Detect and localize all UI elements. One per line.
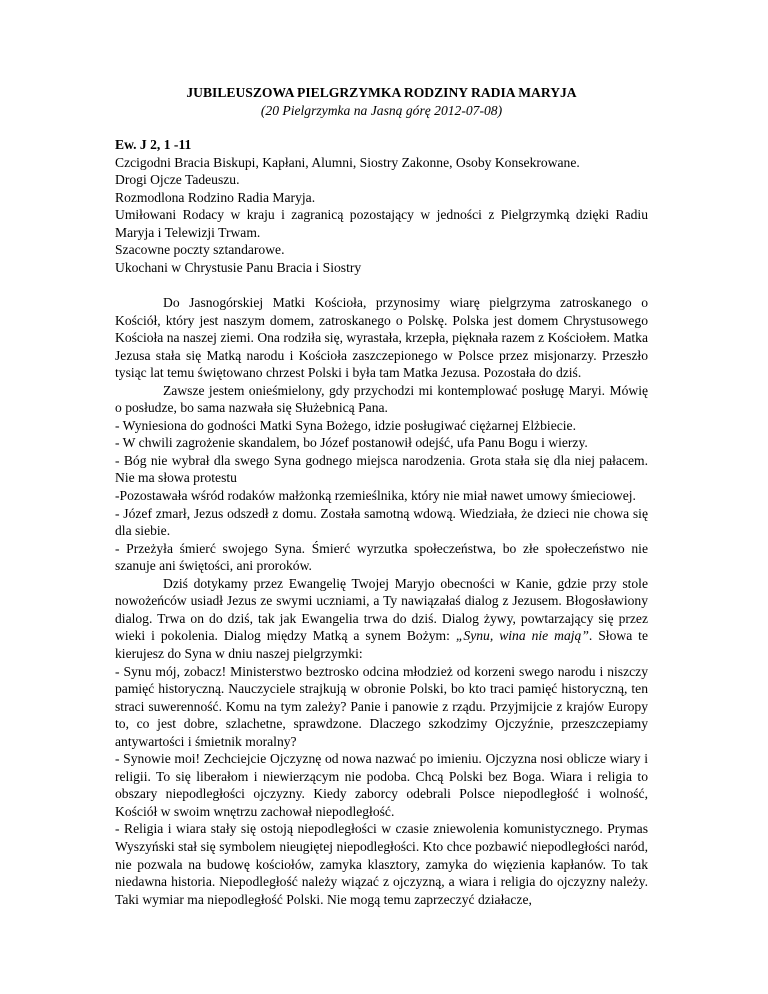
paragraph-cana-end: . Słowa te kierujesz do Syna w dniu naszej pielgrzymki: xyxy=(115,628,648,661)
gospel-reference: Ew. J 2, 1 -11 xyxy=(115,137,192,153)
speech-item: - Synowie moi! Zechciejcie Ojczyznę od nowa nazwać po imieniu. Ojczyzna nosi oblicze wiary i religii. To się liberałom i niewierzącym nie podoba. Chcą Polski bez Boga. Wiara i religia to obszary niepodległości ojczyzny. Kiedy zaborcy odebrali Polsce niepodległość i wolność, Kościół w swoim wnętrzu zachował niepodległość. xyxy=(115,751,648,819)
list-item: - Przeżyła śmierć swojego Syna. Śmierć wyrzutka społeczeństwa, bo złe społeczeństwo nie szanuje ani świętości, ani proroków. xyxy=(115,540,648,574)
list-item: -Pozostawała wśród rodaków małżonką rzemieślnika, który nie miał nawet umowy śmieciowej. xyxy=(115,488,636,504)
paragraph-intro: Do Jasnogórskiej Matki Kościoła, przynosimy wiarę pielgrzyma zatroskanego o Kościół, który jest naszym domem, zatroskanego o Polskę. Polska jest domem Chrystusowego Kościoła na naszej ziemi. Ona rodziła się, wyrastała, krzepła, pięknała razem z Kościołem. Matka Jezusa stała się Matką narodu i Kościoła zaszczepionego w Polsce przez misjonarzy. Przeszło tysiąc lat temu świętowano chrzest Polski i była tam Matka Jezusa. Pozostała do dziś. xyxy=(115,295,648,381)
greeting-line: Drogi Ojcze Tadeuszu. xyxy=(115,172,240,188)
document-page xyxy=(115,84,648,908)
speech-item: - Religia i wiara stały się ostoją niepodległości w czasie zniewolenia komunistycznego. Prymas Wyszyński stał się symbolem nieugiętej niepodległości. Kto chce pozbawić niepodległości naród, nie pozwala na budowę kościołów, zamyka klasztory, zamyka do więzienia kapłanów. To tak niedawna historia. Niepodległość należy wiązać z ojczyzną, a wiara i religia do ojczyzny należy. Taki wymiar ma niepodległość Polski. Nie mogą temu zaprzeczyć działacze, xyxy=(115,821,648,907)
list-item: - Bóg nie wybrał dla swego Syna godnego miejsca narodzenia. Grota stała się dla niej pałacem. Nie ma słowa protestu xyxy=(115,452,648,486)
speech-item: - Synu mój, zobacz! Ministerstwo beztrosko odcina młodzież od korzeni swego narodu i niszczy pamięć historyczną. Nauczyciele strajkują w obronie Polski, bo kto traci pamięć historyczną, ten straci suwerenność. Komu na tym zależy? Panie i panowie z rządu. Przyjmijcie z krajów Europy to, co jest dobre, szlachetne, sprawdzone. Dlaczego szkodzimy Ojczyźnie, przeszczepiamy antywartości i śmietnik moralny? xyxy=(115,663,648,749)
document-title: JUBILEUSZOWA PIELGRZYMKA RODZINY RADIA MARYJA xyxy=(186,85,577,100)
list-item: - Wyniesiona do godności Matki Syna Bożego, idzie posługiwać ciężarnej Elżbiecie. xyxy=(115,417,576,433)
paragraph-cana xyxy=(115,575,648,663)
greeting-line: Czcigodni Bracia Biskupi, Kapłani, Alumni, Siostry Zakonne, Osoby Konsekrowane. xyxy=(115,154,580,170)
document-subtitle: (20 Pielgrzymka na Jasną górę 2012-07-08) xyxy=(260,102,503,118)
paragraph-service: Zawsze jestem onieśmielony, gdy przychodzi mi kontemplować posługę Maryi. Mówię o posłudze, bo sama nazwała się Służebnicą Pana. xyxy=(115,382,648,416)
greeting-line: Umiłowani Rodacy w kraju i zagranicą pozostający w jedności z Pielgrzymką dzięki Radiu Maryja i Telewizji Trwam. xyxy=(115,207,648,240)
greeting-line: Rozmodlona Rodzino Radia Maryja. xyxy=(115,189,316,205)
greeting-line: Szacowne poczty sztandarowe. xyxy=(115,242,285,258)
cana-quote: „Synu, wina nie mają” xyxy=(455,628,589,644)
greeting-line: Ukochani w Chrystusie Panu Bracia i Siostry xyxy=(115,259,362,275)
list-item: - W chwili zagrożenie skandalem, bo Józef postanowił odejść, ufa Panu Bogu i wierzy. xyxy=(115,435,588,451)
paragraph-cana-text: Dziś dotykamy przez Ewangelię Twojej Maryjo obecności w Kanie, gdzie przy stole nowożeńców usiadł Jezus ze swymi uczniami, a Ty nawiązałaś dialog z Jezusem. Błogosławiony dialog. Trwa on do dziś, tak jak Ewangelia trwa do dziś. Dialog żywy, powtarzający się przez wieki i pokolenia. Dialog między Matką a synem Bożym: xyxy=(115,575,648,644)
list-item: - Józef zmarł, Jezus odszedł z domu. Została samotną wdową. Wiedziała, że dzieci nie chowa się dla siebie. xyxy=(115,505,648,539)
spacer xyxy=(115,276,648,294)
